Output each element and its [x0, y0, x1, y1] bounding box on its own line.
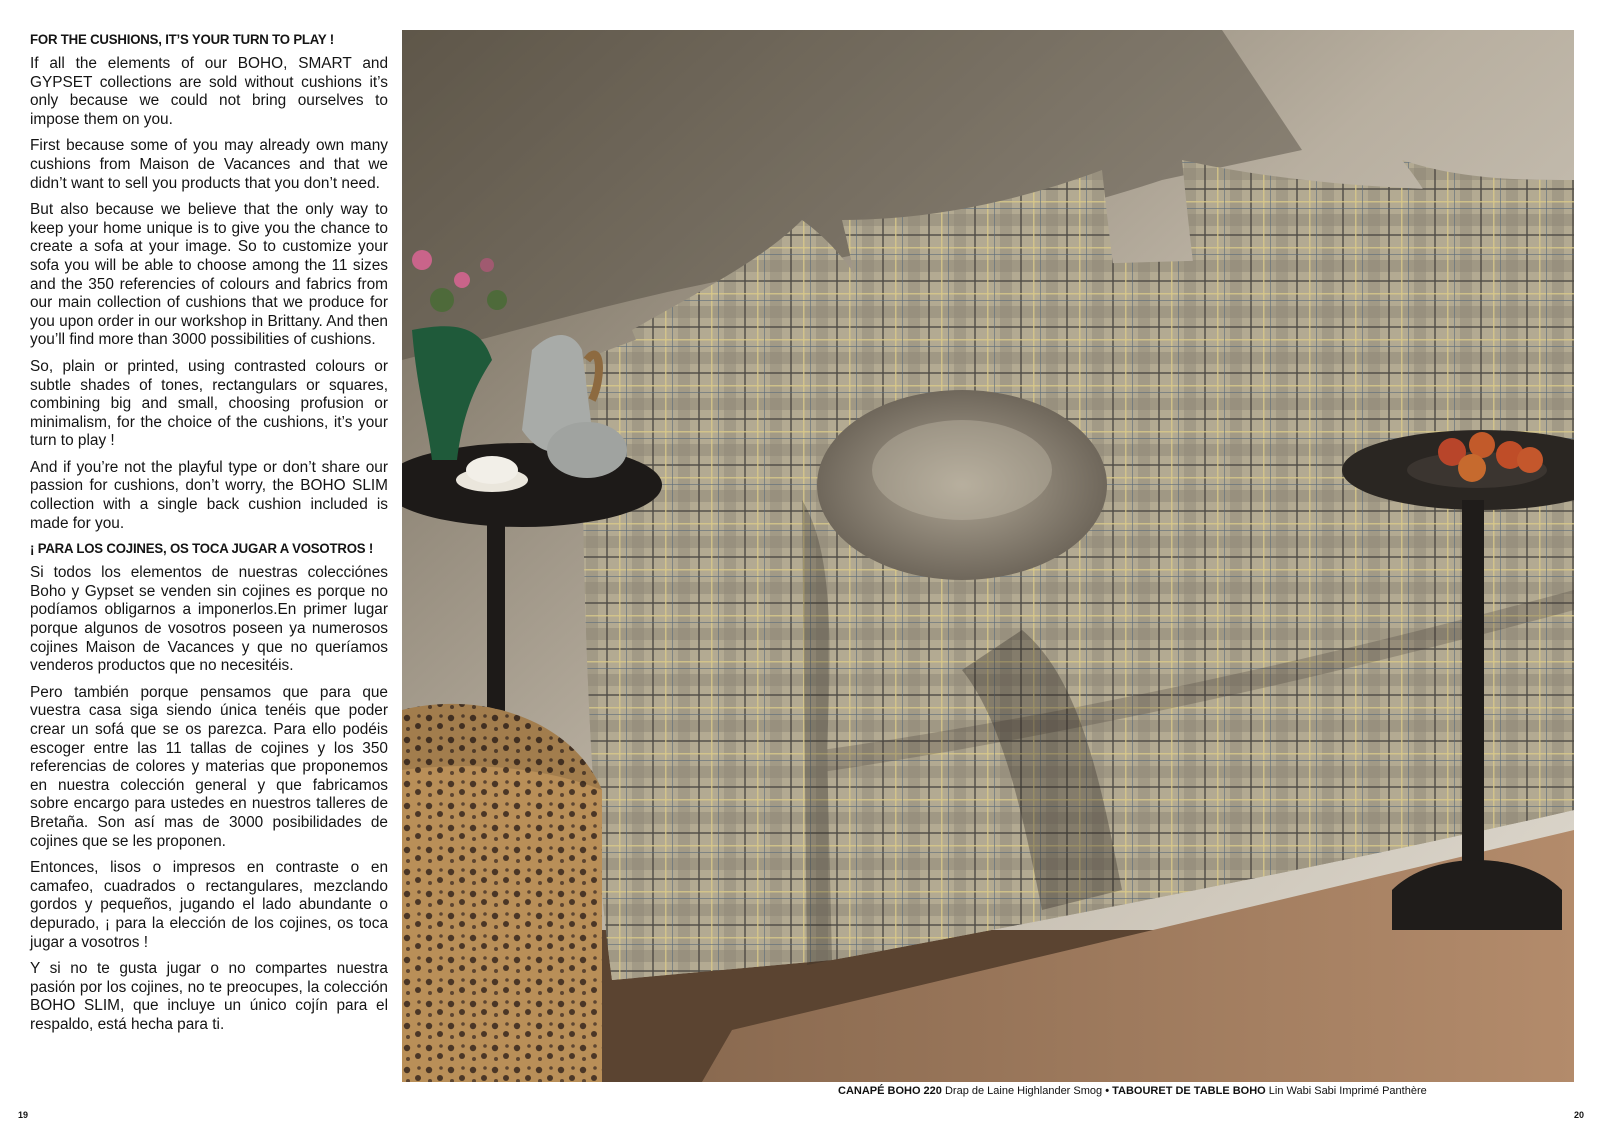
spanish-paragraph: Entonces, lisos o impresos en contraste o en camafeo, cuadrados o rectangulares, mezclando gordos y pequeños, jugando el lado abundante o depurado, ¡ para la elección de los cojines, os toca jugar a vosotros !: [30, 859, 388, 951]
page-number-right: 20: [1574, 1110, 1585, 1120]
page-number-left: 19: [18, 1110, 29, 1120]
sofa-label: CANAPÉ BOHO 220: [838, 1085, 942, 1097]
photo-caption: [838, 1085, 1427, 1097]
stool-fabric: Lin Wabi Sabi Imprimé Panthère: [1268, 1085, 1427, 1097]
english-paragraph: First because some of you may already own many cushions from Maison de Vacances and that we didn’t want to sell you products that you don’t need.: [30, 137, 388, 192]
sugar-bowl: [547, 422, 627, 478]
spanish-heading: ¡ PARA LOS COJINES, OS TOCA JUGAR A VOSOTROS !: [30, 541, 374, 558]
spanish-paragraph: Pero también porque pensamos que para que vuestra casa siga siendo única tenéis que poder crear un sofá que se os parezca. Para ello podéis escoger entre las 11 tallas de cojines y los 350 referencias de colores y materias que proponemos en nuestra colección general y que fabricamos sobre encargo para ustedes en nuestros talleres de Bretaña. Son así mas de 3000 posibilidades de cojines que se les proponen.: [30, 683, 388, 850]
english-paragraph: But also because we believe that the only way to keep your home unique is to give you the chance to create a sofa at your image. So to customize your sofa you will be able to choose among the 11 sizes and the 350 referencies of colours and fabrics from our main collection of cushions that we produce for you upon order in our workshop in Brittany. And then you’ll find more than 3000 possibilities of cushions.: [30, 201, 388, 349]
sofa-fabric: Drap de Laine Highlander Smog: [944, 1085, 1103, 1097]
text-column: [30, 32, 388, 1043]
sofa-photo: [402, 30, 1574, 1082]
english-heading: FOR THE CUSHIONS, IT’S YOUR TURN TO PLAY !: [30, 32, 335, 48]
caption-separator: •: [1105, 1085, 1110, 1097]
english-paragraph: And if you’re not the playful type or don’t share our passion for cushions, don’t worry, the BOHO SLIM collection with a single back cushion included is made for you.: [30, 458, 388, 532]
english-paragraph: So, plain or printed, using contrasted colours or subtle shades of tones, rectangulars or squares, combining big and small, choosing profusion or minimalism, for the choice of the cushions, it’s your turn to play !: [30, 357, 388, 450]
stool-label: TABOURET DE TABLE BOHO: [1112, 1085, 1266, 1097]
spanish-paragraph: Y si no te gusta jugar o no compartes nuestra pasión por los cojines, no te preocupes, la colección BOHO SLIM, que incluye un único cojín para el respaldo, está hecha para ti.: [30, 960, 388, 1033]
english-paragraph: If all the elements of our BOHO, SMART and GYPSET collections are sold without cushions it’s only because we could not bring ourselves to impose them on you.: [30, 55, 388, 128]
spanish-paragraph: Si todos los elementos de nuestras colecciónes Boho y Gypset se venden sin cojines es porque no podíamos obligarnos a imponerlos.En primer lugar porque algunos de vosotros poseen ya numerosos cojines Maison de Vacances y que no queríamos venderos productos que no necesitéis.: [30, 564, 388, 675]
